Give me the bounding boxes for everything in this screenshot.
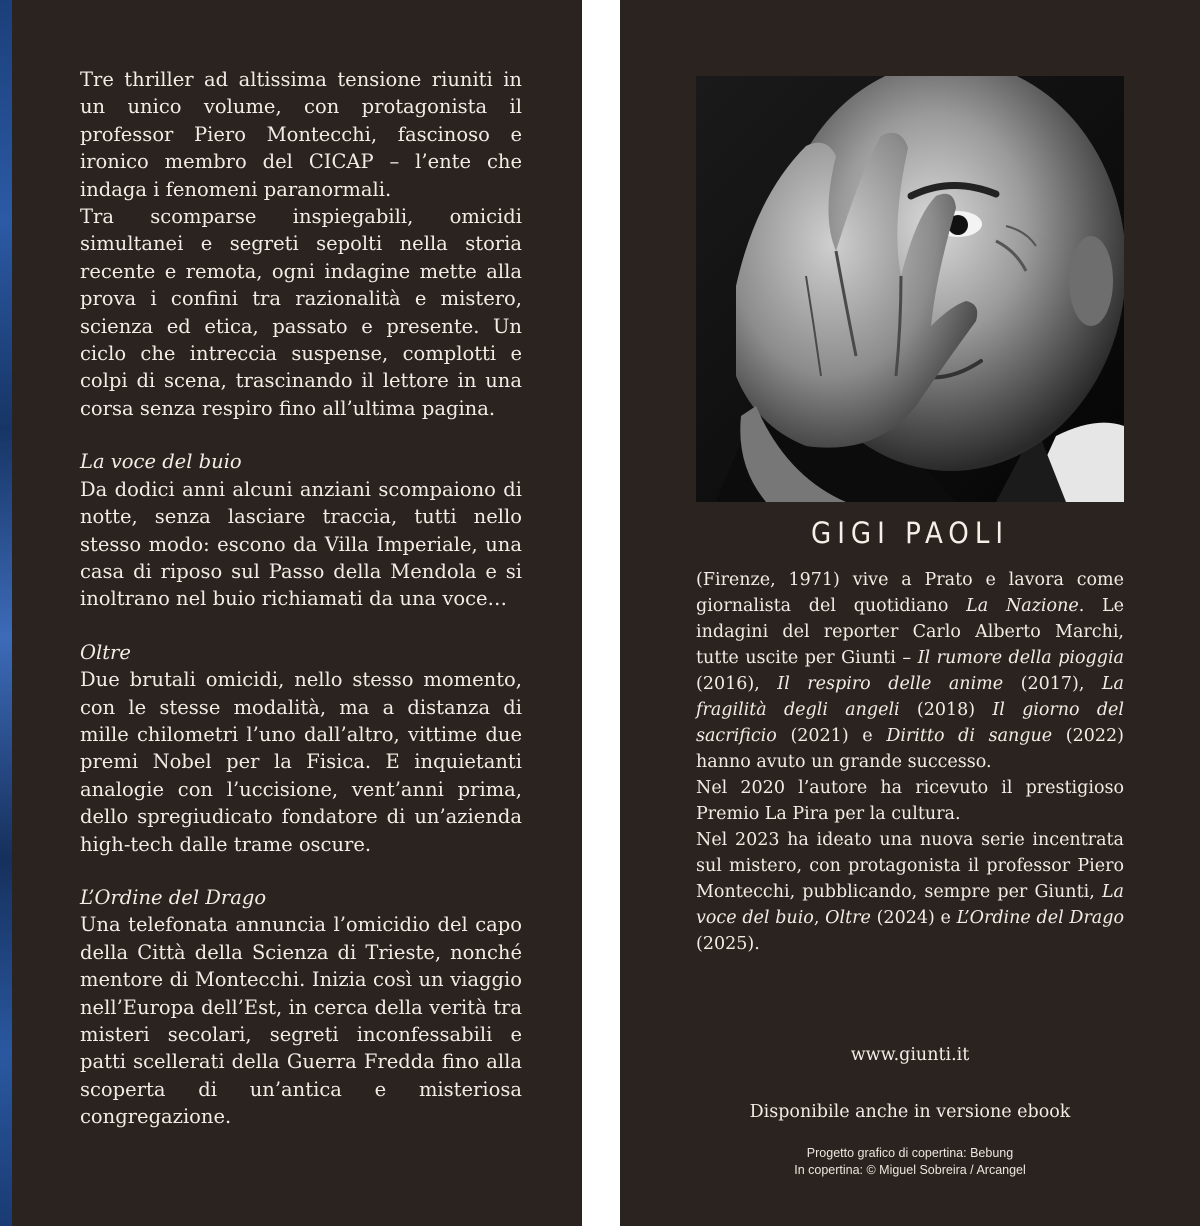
- bio-paragraph: Nel 2023 ha ideato una nuova serie incentrata sul mistero, con protagonista il professor Piero Montecchi, pubblicando, sempre per Giunti, La voce del buio, Oltre (2024) e L’Ordine del Drago (2025).: [696, 830, 1124, 954]
- book-title: La fragilità degli angeli: [696, 674, 1124, 720]
- book-title: Il rumore della pioggia: [917, 648, 1124, 668]
- book-synopsis: Due brutali omicidi, nello stesso momento, con le stesse modalità, ma a distanza di mille chilometri l’uno dall’altro, vittime due premi Nobel per la Fisica. E inquietanti analogie con l’uccisione, vent’anni prima, dello spregiudicato fondatore di un’azienda high-tech dalle trame oscure.: [80, 668, 522, 856]
- book-synopsis: Una telefonata annuncia l’omicidio del capo della Città della Scienza di Trieste, nonché mentore di Montecchi. Inizia così un viaggio nell’Europa dell’Est, in cerca della verità tra misteri secolari, segreti inconfessabili e patti scellerati della Guerra Fredda fino alla scoperta di un’antica e misteriosa congregazione.: [80, 913, 522, 1129]
- intro-paragraph: Tre thriller ad altissima tensione riuniti in un unico volume, con protagonista il professor Piero Montecchi, fascinoso e ironico membro del CICAP – l’ente che indaga i fenomeni paranormali.: [80, 68, 522, 201]
- bio-paragraph: Nel 2020 l’autore ha ricevuto il prestigioso Premio La Pira per la cultura.: [696, 778, 1124, 824]
- book-title: Oltre: [825, 908, 871, 928]
- book-title: La voce del buio: [80, 450, 242, 474]
- ebook-availability-note: Disponibile anche in versione ebook: [749, 1102, 1071, 1122]
- cover-credits: [696, 1145, 1124, 1179]
- newspaper-title: La Nazione: [966, 596, 1079, 616]
- book-title: Diritto di sangue: [886, 726, 1053, 746]
- back-cover-flap-left: [12, 0, 582, 1226]
- author-name: GIGI PAOLI: [810, 516, 1010, 550]
- book-title: Il giorno del sacrificio: [696, 700, 1124, 746]
- credit-line: Progetto grafico di copertina: Bebung: [806, 1146, 1014, 1160]
- author-photo: [696, 76, 1124, 502]
- intro-paragraph: Tra scomparse inspiegabili, omicidi simultanei e segreti sepolti nella storia recente e remota, ogni indagine mette alla prova i confini tra razionalità e mistero, scienza ed etica, passato e presente. Un ciclo che intreccia suspense, complotti e colpi di scena, trascinando il lettore in una corsa senza respiro fino all’ultima pagina.: [80, 205, 522, 420]
- back-cover-flap-right: [620, 0, 1200, 1226]
- cover-edge-strip: [0, 0, 12, 1226]
- book-title: L’Ordine del Drago: [80, 885, 267, 909]
- book-title: Oltre: [80, 640, 131, 664]
- author-biography: [696, 567, 1124, 957]
- synopsis-text: [80, 66, 522, 1131]
- credit-line: In copertina: © Miguel Sobreira / Arcangel: [794, 1163, 1026, 1177]
- bio-paragraph: (Firenze, 1971) vive a Prato e lavora come giornalista del quotidiano La Nazione. Le indagini del reporter Carlo Alberto Marchi, tutte uscite per Giunti – Il rumore della pioggia (2016), Il respiro delle anime (2017), La fragilità degli angeli (2018) Il giorno del sacrificio (2021) e Diritto di sangue (2022) hanno avuto un grande successo.: [696, 570, 1124, 772]
- publisher-website: www.giunti.it: [850, 1045, 970, 1065]
- author-portrait-image: [696, 76, 1124, 502]
- book-title: L’Ordine del Drago: [956, 908, 1124, 928]
- book-synopsis: Da dodici anni alcuni anziani scompaiono di notte, senza lasciare traccia, tutti nello stesso modo: escono da Villa Imperiale, una casa di riposo sul Passo della Mendola e si inoltrano nel buio richiamati da una voce…: [80, 477, 522, 611]
- book-title: Il respiro delle anime: [777, 674, 1004, 694]
- book-title: La voce del buio: [696, 882, 1124, 928]
